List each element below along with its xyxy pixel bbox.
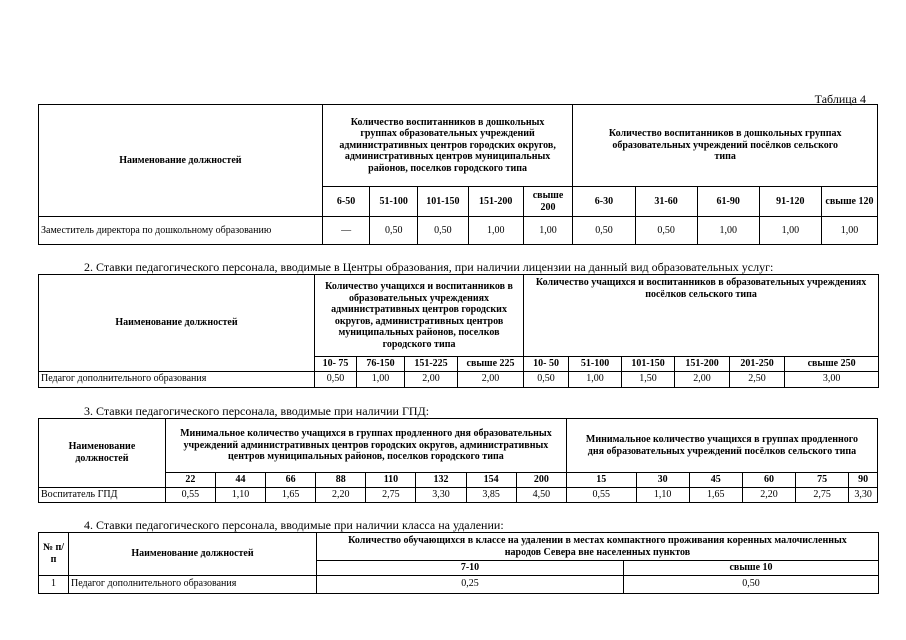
- table-preschool-staff: [38, 104, 878, 245]
- value-cell: 1,00: [697, 217, 759, 245]
- value-cell: 0,50: [624, 575, 879, 593]
- value-cell: 2,00: [675, 371, 730, 387]
- position-header: Наименование должностей: [39, 105, 323, 217]
- position-header: Наименование должностей: [39, 275, 315, 372]
- value-cell: 2,20: [316, 487, 366, 502]
- value-cell: 2,50: [730, 371, 785, 387]
- value-cell: 2,00: [405, 371, 458, 387]
- value-cell: 1,00: [468, 217, 523, 245]
- urban-group-header: Количество воспитанников в дошкольных группах образовательных учреждений административных центров городских округов, административных центров муниципальных районов, поселков городского типа: [322, 105, 573, 187]
- range-header: 101-150: [622, 357, 675, 372]
- value-cell: 0,50: [315, 371, 357, 387]
- range-header: свыше 10: [624, 561, 879, 576]
- range-header: 110: [366, 473, 416, 488]
- value-cell: 1,10: [215, 487, 265, 502]
- range-header: 45: [689, 473, 742, 488]
- position-cell: Педагог дополнительного образования: [69, 575, 317, 593]
- section-3-title: 3. Ставки педагогического персонала, вводимые при наличии ГПД:: [84, 404, 430, 418]
- range-header: свыше 200: [523, 187, 573, 217]
- range-header: 30: [636, 473, 689, 488]
- value-cell: 3,30: [849, 487, 878, 502]
- value-cell: 0,50: [524, 371, 569, 387]
- range-header: 10- 50: [524, 357, 569, 372]
- range-header: 44: [215, 473, 265, 488]
- value-cell: 2,75: [366, 487, 416, 502]
- table-row: [39, 487, 878, 502]
- value-cell: 3,30: [416, 487, 466, 502]
- value-cell: 0,25: [317, 575, 624, 593]
- value-cell: 1,00: [569, 371, 622, 387]
- range-header: 151-200: [675, 357, 730, 372]
- section-2-title: 2. Ставки педагогического персонала, вводимые в Центры образования, при наличии лицензии на данный вид образовательных услуг:: [84, 260, 774, 274]
- range-header: 200: [516, 473, 566, 488]
- range-header: 101-150: [418, 187, 469, 217]
- value-cell: 2,00: [458, 371, 524, 387]
- range-header: 151-225: [405, 357, 458, 372]
- value-cell: 1,00: [759, 217, 821, 245]
- table-caption: Таблица 4: [814, 92, 866, 106]
- position-header: Наименование должностей: [39, 419, 166, 488]
- range-header: 7-10: [317, 561, 624, 576]
- value-cell: 0,50: [573, 217, 635, 245]
- value-cell: 3,00: [785, 371, 879, 387]
- range-header: 51-100: [370, 187, 418, 217]
- value-cell: 0,55: [566, 487, 636, 502]
- table-remote-class: [38, 532, 879, 594]
- range-header: 10- 75: [315, 357, 357, 372]
- value-cell: 1,50: [622, 371, 675, 387]
- position-cell: Заместитель директора по дошкольному образованию: [39, 217, 323, 245]
- number-header: № п/п: [39, 533, 69, 576]
- range-header: 76-150: [357, 357, 405, 372]
- value-cell: 1,00: [523, 217, 573, 245]
- range-header: 90: [849, 473, 878, 488]
- rural-group-header: Количество воспитанников в дошкольных группах образовательных учреждений посёлков сельского типа: [573, 105, 878, 187]
- range-header: 6-30: [573, 187, 635, 217]
- position-header: Наименование должностей: [69, 533, 317, 576]
- table-row: [39, 217, 878, 245]
- value-cell: 1,10: [636, 487, 689, 502]
- table-gpd-staff: [38, 418, 878, 503]
- value-cell: 1,65: [689, 487, 742, 502]
- range-header: свыше 225: [458, 357, 524, 372]
- value-cell: 0,55: [165, 487, 215, 502]
- value-cell: 2,75: [796, 487, 849, 502]
- range-header: 88: [316, 473, 366, 488]
- value-cell: 0,50: [418, 217, 469, 245]
- table-education-centers: [38, 274, 879, 388]
- range-header: 15: [566, 473, 636, 488]
- range-header: 151-200: [468, 187, 523, 217]
- rural-group-header: Количество учащихся и воспитанников в образовательных учреждениях посёлков сельского типа: [524, 275, 879, 357]
- range-header: 31-60: [635, 187, 697, 217]
- range-header: 66: [266, 473, 316, 488]
- range-header: 61-90: [697, 187, 759, 217]
- table-row: [39, 371, 879, 387]
- position-cell: Педагог дополнительного образования: [39, 371, 315, 387]
- value-cell: 2,20: [742, 487, 795, 502]
- range-header: 6-50: [322, 187, 370, 217]
- value-cell: 1,00: [357, 371, 405, 387]
- value-cell: 1,00: [821, 217, 877, 245]
- value-cell: 4,50: [516, 487, 566, 502]
- position-cell: Воспитатель ГПД: [39, 487, 166, 502]
- section-4-title: 4. Ставки педагогического персонала, вводимые при наличии класса на удалении:: [84, 518, 504, 532]
- value-cell: 0,50: [370, 217, 418, 245]
- value-cell: 0,50: [635, 217, 697, 245]
- range-header: 60: [742, 473, 795, 488]
- table-row: [39, 575, 879, 593]
- urban-group-header: Количество учащихся и воспитанников в образовательных учреждениях административных центров городских округов, административных центров муниципальных районов, поселков городского типа: [315, 275, 524, 357]
- range-header: 22: [165, 473, 215, 488]
- range-header: 132: [416, 473, 466, 488]
- value-cell: 1,65: [266, 487, 316, 502]
- range-header: 75: [796, 473, 849, 488]
- value-cell: —: [322, 217, 370, 245]
- range-header: свыше 250: [785, 357, 879, 372]
- number-cell: 1: [39, 575, 69, 593]
- urban-group-header: Минимальное количество учащихся в группах продленного дня образовательных учреждений административных центров городских округов, административных центров муниципальных районов, поселков городского типа: [165, 419, 566, 473]
- range-header: 201-250: [730, 357, 785, 372]
- range-header: 154: [466, 473, 516, 488]
- range-header: свыше 120: [821, 187, 877, 217]
- range-header: 51-100: [569, 357, 622, 372]
- group-header: Количество обучающихся в классе на удалении в местах компактного проживания коренных малочисленных народов Севера вне населенных пунктов: [317, 533, 879, 561]
- range-header: 91-120: [759, 187, 821, 217]
- rural-group-header: Минимальное количество учащихся в группах продленного дня образовательных учреждений посёлков сельского типа: [566, 419, 877, 473]
- value-cell: 3,85: [466, 487, 516, 502]
